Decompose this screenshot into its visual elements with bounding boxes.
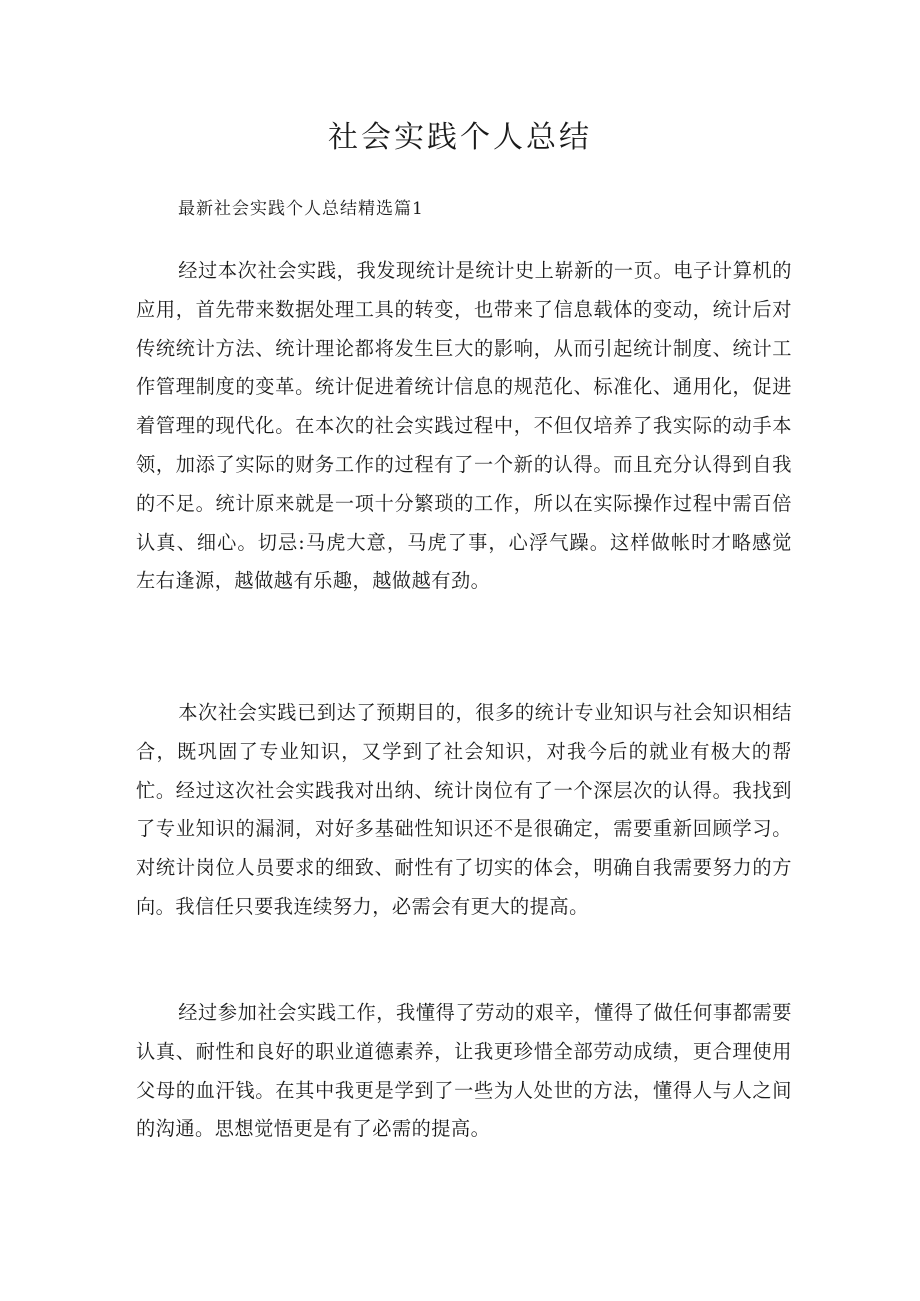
paragraph-1: 经过本次社会实践，我发现统计是统计史上崭新的一页。电子计算机的应用，首先带来数据处理工具的转变，也带来了信息载体的变动，统计后对传统统计方法、统计理论都将发生巨大的影响，从而引起统计制度、统计工作管理制度的变革。统计促进着统计信息的规范化、标准化、通用化，促进着管理的现代化。在本次的社会实践过程中，不但仅培养了我实际的动手本领，加添了实际的财务工作的过程有了一个新的认得。而且充分认得到自我的不足。统计原来就是一项十分繁琐的工作，所以在实际操作过程中需百倍认真、细心。切忌:马虎大意，马虎了事，心浮气躁。这样做帐时才略感觉左右逢源，越做越有乐趣，越做越有劲。 (136, 259, 792, 593)
paragraph-3: 经过参加社会实践工作，我懂得了劳动的艰辛，懂得了做任何事都需要认真、耐性和良好的职业道德素养，让我更珍惜全部劳动成绩，更合理使用父母的血汗钱。在其中我更是学到了一些为人处世的方法，懂得人与人之间的沟通。思想觉悟更是有了必需的提高。 (136, 1001, 792, 1141)
document-subtitle: 最新社会实践个人总结精选篇1 (178, 199, 424, 219)
paragraph-2: 本次社会实践已到达了预期目的，很多的统计专业知识与社会知识相结合，既巩固了专业知识，又学到了社会知识，对我今后的就业有极大的帮忙。经过这次社会实践我对出纳、统计岗位有了一个深层次的认得。我找到了专业知识的漏洞，对好多基础性知识还不是很确定，需要重新回顾学习。对统计岗位人员要求的细致、耐性有了切实的体会，明确自我需要努力的方向。我信任只要我连续努力，必需会有更大的提高。 (136, 701, 792, 918)
document-title: 社会实践个人总结 (328, 120, 592, 155)
